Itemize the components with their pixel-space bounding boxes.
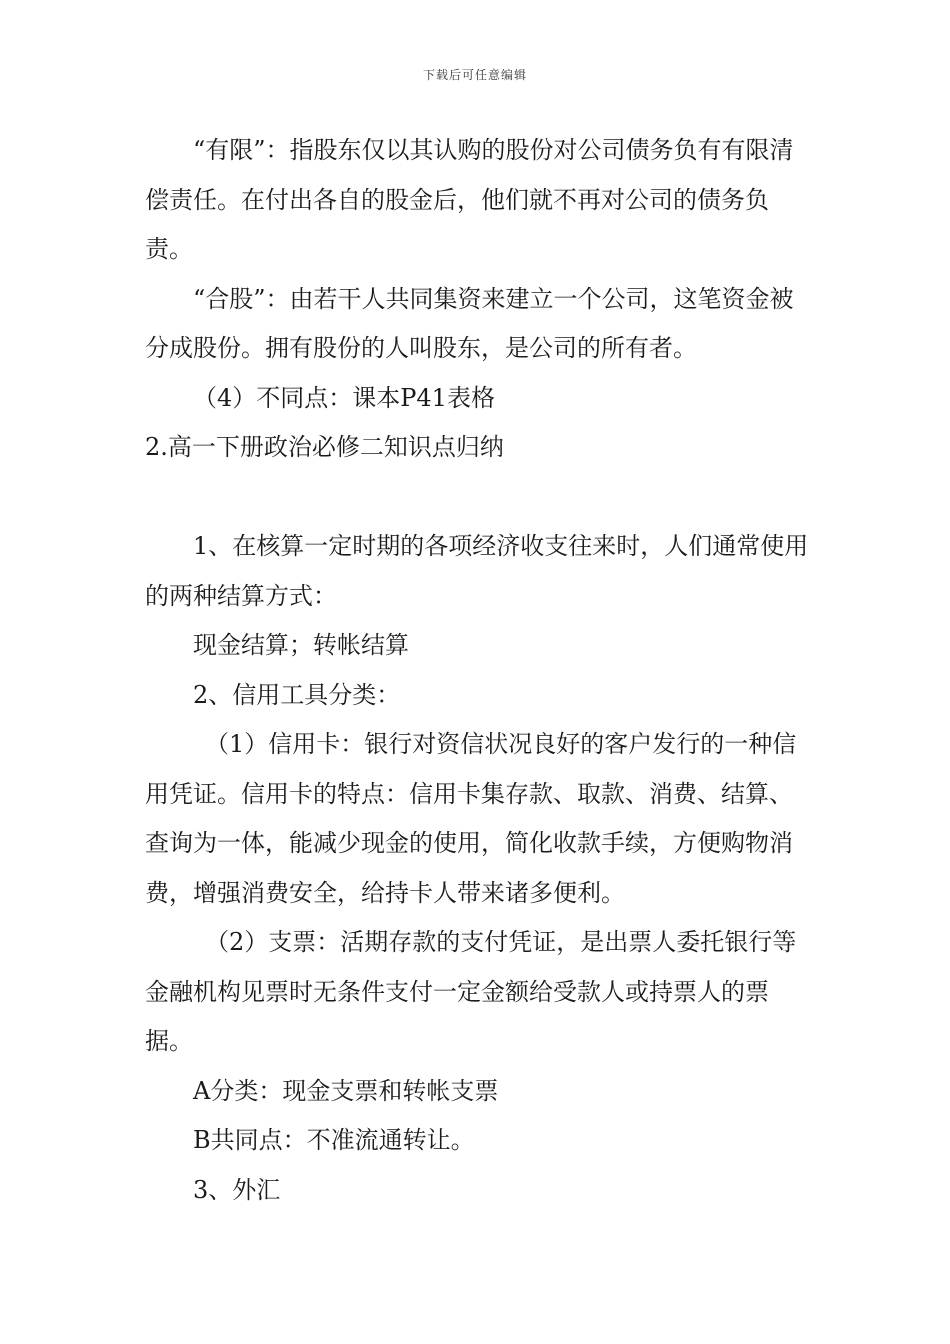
section-heading: 2.高一下册政治必修二知识点归纳 [145,433,504,461]
paragraph-credit-card: （1）信用卡：银行对资信状况良好的客户发行的一种信用凭证。信用卡的特点：信用卡集存款、取款、消费、结算、查询为一体，能减少现金的使用，简化收款手续，方便购物消费，增强消费安全，给持卡人带来诸多便利。 [145,730,797,907]
paragraph-joint-stock: “合股”：由若干人共同集资来建立一个公司，这笔资金被分成股份。拥有股份的人叫股东，是公司的所有者。 [145,284,794,362]
paragraph-settlement-types: 现金结算；转帐结算 [193,631,409,659]
paragraph-foreign-exchange: 3、外汇 [193,1175,281,1204]
paragraph-differences: （4）不同点：课本P41表格 [193,383,495,412]
blank-line [145,473,810,523]
paragraph-settlement-methods: 1、在核算一定时期的各项经济收支往来时，人们通常使用的两种结算方式： [145,532,809,610]
page-header: 下载后可任意编辑 [422,68,527,82]
paragraph-limited-liability: “有限”：指股东仅以其认购的股份对公司债务负有有限清偿责任。在付出各自的股金后，他们就不再对公司的债务负责。 [145,136,794,263]
paragraph-cheque: （2）支票：活期存款的支付凭证，是出票人委托银行等金融机构见票时无条件支付一定金额给受款人或持票人的票据。 [145,928,797,1055]
paragraph-credit-tools: 2、信用工具分类： [193,680,401,709]
document-body [145,126,810,1215]
paragraph-cheque-common: B共同点：不准流通转让。 [193,1126,475,1154]
paragraph-cheque-types: A分类：现金支票和转帐支票 [193,1076,499,1105]
